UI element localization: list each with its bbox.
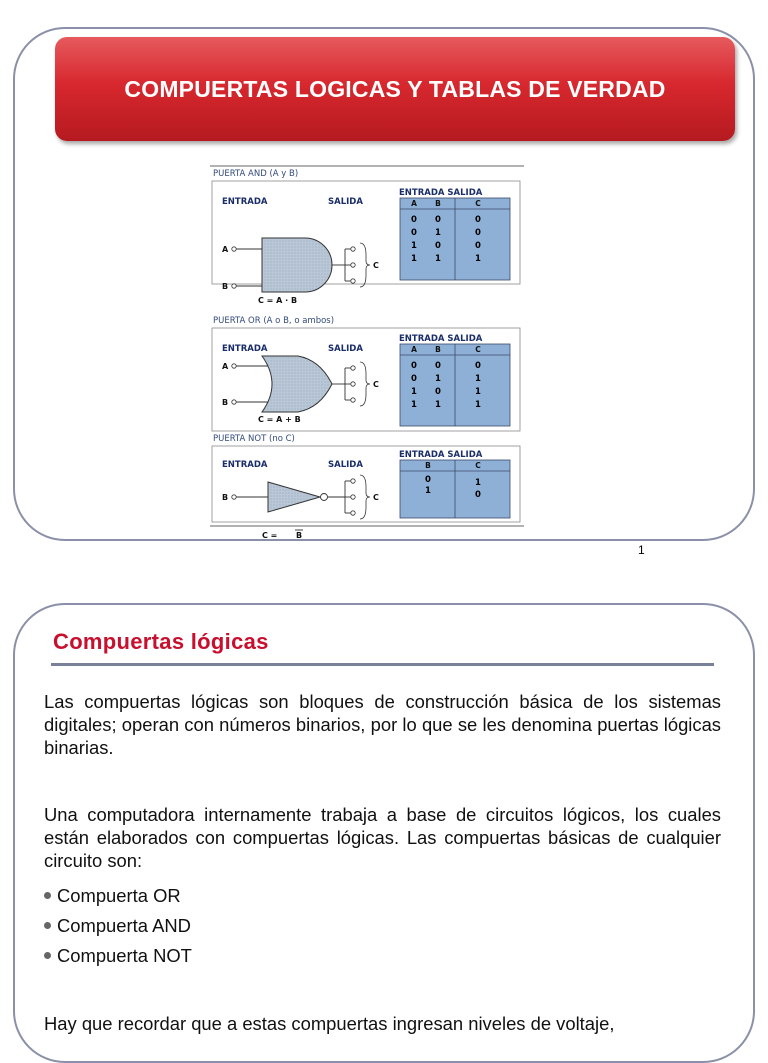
not-formula-left: C = [262, 531, 278, 540]
and-entrada-label: ENTRADA [222, 197, 268, 207]
and-table-header: ENTRADA SALIDA [399, 188, 483, 198]
svg-text:B: B [435, 345, 441, 354]
svg-text:1: 1 [425, 486, 431, 496]
not-formula-right: B [296, 531, 303, 540]
or-gate-heading: PUERTA OR (A o B, o ambos) [213, 316, 335, 326]
not-entrada-label: ENTRADA [222, 460, 268, 470]
not-output-label: C [373, 493, 379, 502]
not-input-b: B [222, 493, 229, 502]
list-item: Compuerta AND [44, 911, 192, 941]
bullet-icon [44, 952, 51, 959]
svg-text:B: B [425, 461, 431, 470]
and-gate-heading: PUERTA AND (A y B) [213, 169, 299, 179]
or-entrada-label: ENTRADA [222, 344, 268, 354]
svg-text:1: 1 [475, 387, 481, 397]
not-salida-label: SALIDA [328, 460, 363, 470]
svg-text:1: 1 [411, 254, 417, 264]
or-formula: C = A + B [258, 415, 301, 424]
not-gate-section [210, 434, 524, 540]
svg-text:0: 0 [435, 241, 441, 251]
gate-list [44, 881, 192, 971]
svg-text:0: 0 [411, 374, 417, 384]
svg-text:A: A [411, 345, 417, 354]
svg-text:1: 1 [475, 478, 481, 488]
svg-text:1: 1 [475, 254, 481, 264]
svg-text:0: 0 [411, 215, 417, 225]
paragraph-computers: Una computadora internamente trabaja a base de circuitos lógicos, los cuales están elaborados con compuertas lógicas. Las compuertas básicas de cualquier circuito son: [44, 804, 721, 871]
svg-text:1: 1 [411, 387, 417, 397]
not-table-header: ENTRADA SALIDA [399, 450, 483, 460]
or-gate-section [212, 316, 520, 431]
svg-text:0: 0 [475, 241, 481, 251]
svg-text:0: 0 [435, 387, 441, 397]
svg-text:0: 0 [475, 215, 481, 225]
svg-text:C: C [475, 199, 481, 208]
svg-text:1: 1 [435, 228, 441, 238]
slide-1 [13, 27, 755, 541]
svg-text:0: 0 [425, 475, 431, 485]
svg-text:0: 0 [475, 228, 481, 238]
svg-text:0: 0 [435, 361, 441, 371]
svg-text:1: 1 [435, 400, 441, 410]
title-banner [55, 37, 735, 141]
svg-text:B: B [435, 199, 441, 208]
svg-text:0: 0 [411, 228, 417, 238]
and-gate-section [210, 166, 524, 305]
paragraph-voltage: Hay que recordar que a estas compuertas ingresan niveles de voltaje, [44, 1013, 615, 1034]
svg-text:1: 1 [411, 400, 417, 410]
svg-text:1: 1 [475, 374, 481, 384]
list-item: Compuerta OR [44, 881, 192, 911]
svg-text:C: C [475, 345, 481, 354]
slide-1-title: COMPUERTAS LOGICAS Y TABLAS DE VERDAD [124, 75, 666, 102]
and-output-label: C [373, 261, 379, 270]
and-gate-symbol [262, 238, 332, 292]
and-input-a: A [222, 245, 229, 254]
svg-text:0: 0 [435, 215, 441, 225]
svg-text:A: A [411, 199, 417, 208]
list-item: Compuerta NOT [44, 941, 192, 971]
slide-2 [13, 603, 755, 1063]
svg-text:1: 1 [411, 241, 417, 251]
slide-2-title: Compuertas lógicas [53, 629, 269, 654]
svg-text:1: 1 [475, 400, 481, 410]
page-number: 1 [638, 543, 645, 557]
and-salida-label: SALIDA [328, 197, 363, 207]
bullet-icon [44, 922, 51, 929]
title-underline [51, 663, 714, 666]
or-output-label: C [373, 380, 379, 389]
svg-text:0: 0 [475, 361, 481, 371]
or-table-header: ENTRADA SALIDA [399, 334, 483, 344]
svg-text:C: C [475, 461, 481, 470]
svg-text:0: 0 [475, 490, 481, 500]
svg-text:0: 0 [411, 361, 417, 371]
not-gate-heading: PUERTA NOT (no C) [213, 434, 295, 444]
svg-text:1: 1 [435, 254, 441, 264]
svg-text:1: 1 [435, 374, 441, 384]
and-input-b: B [222, 282, 229, 291]
bullet-icon [44, 892, 51, 899]
or-salida-label: SALIDA [328, 344, 363, 354]
or-input-a: A [222, 362, 229, 371]
and-formula: C = A · B [258, 296, 298, 305]
or-input-b: B [222, 398, 229, 407]
paragraph-intro: Las compuertas lógicas son bloques de construcción básica de los sistemas digitales; operan con números binarios, por lo que se les denomina puertas lógicas binarias. [44, 691, 721, 758]
logic-gates-figure [210, 165, 524, 540]
